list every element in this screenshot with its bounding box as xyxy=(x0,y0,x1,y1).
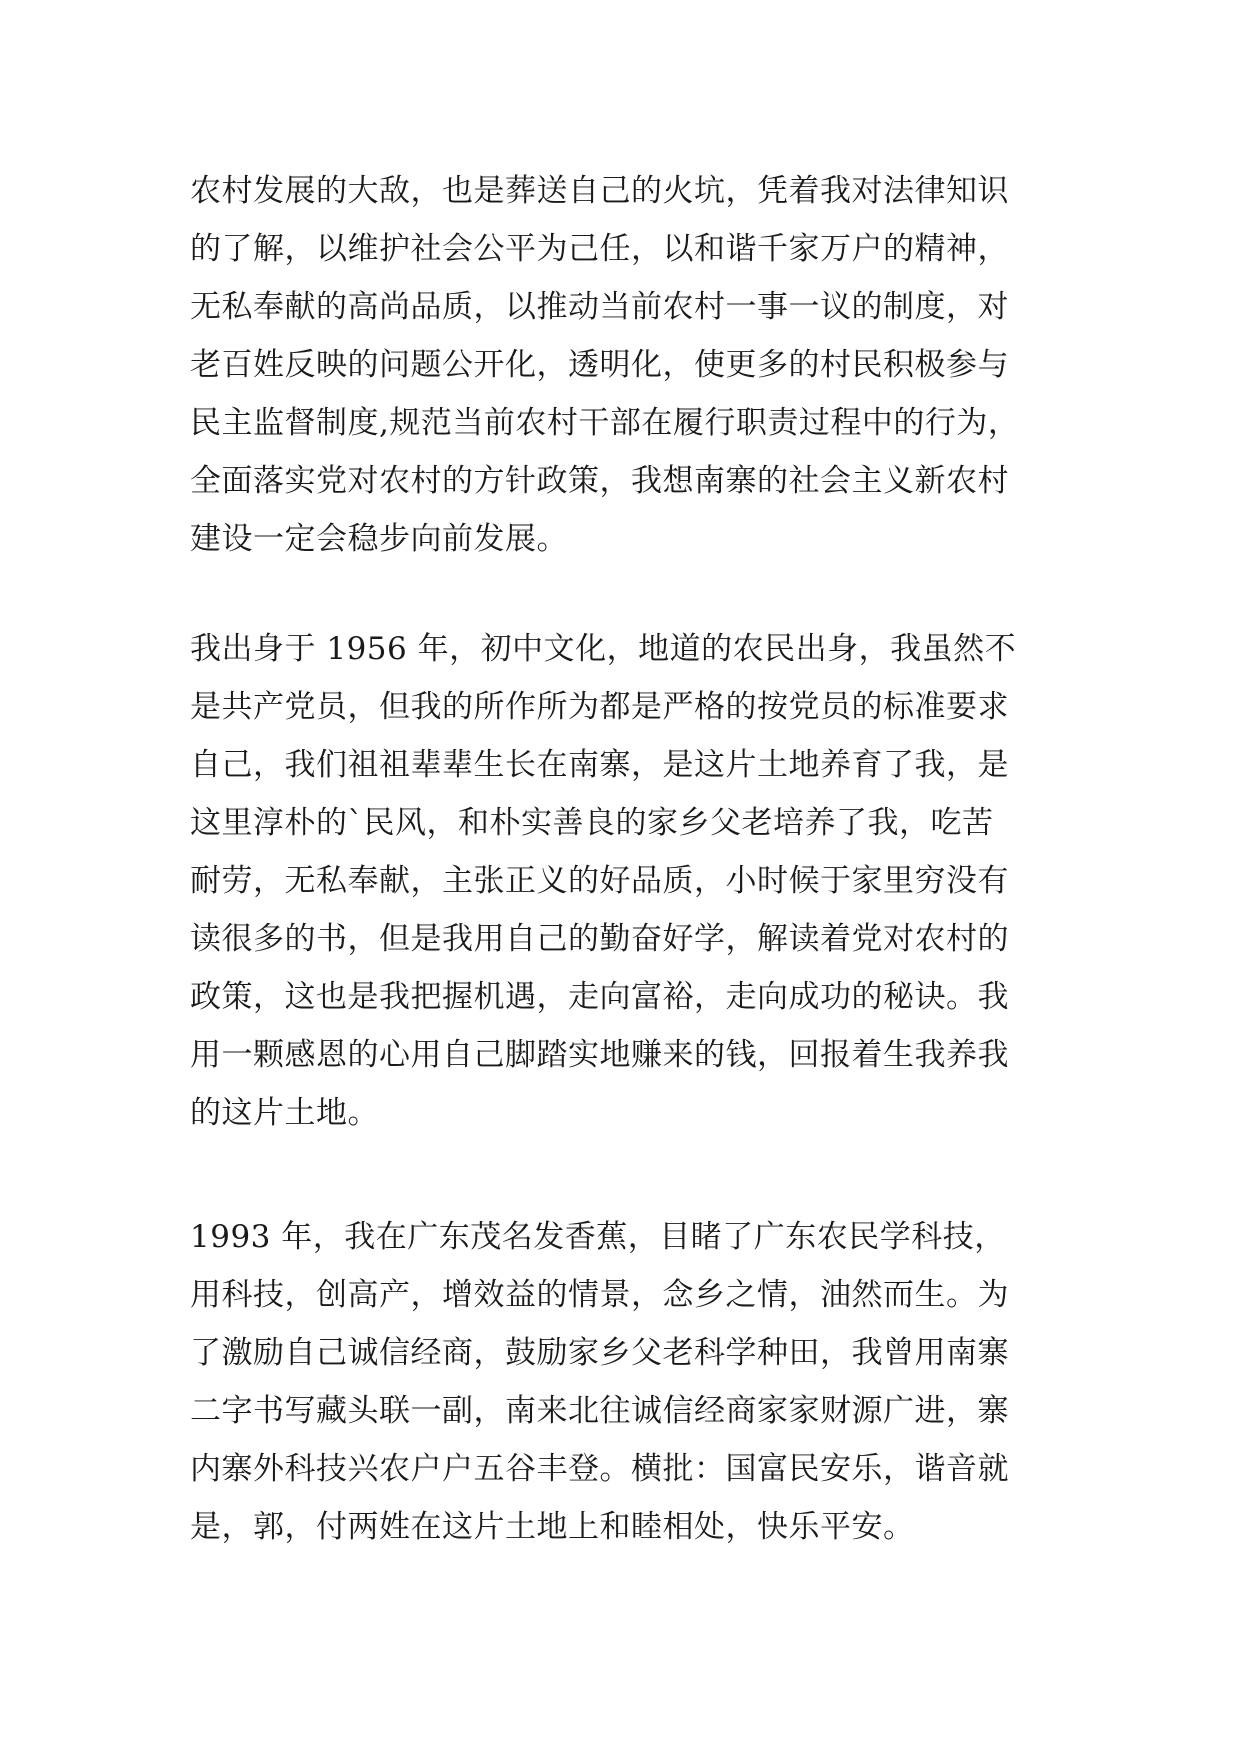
text-line: 二字书写藏头联一副，南来北往诚信经商家家财源广进，寨 xyxy=(190,1393,1009,1429)
text-line: 自己，我们祖祖辈辈生长在南寨，是这片土地养育了我，是 xyxy=(190,747,1009,783)
text-line: 了激励自己诚信经商，鼓励家乡父老科学种田，我曾用南寨 xyxy=(190,1335,1009,1371)
text-line: 读很多的书，但是我用自己的勤奋好学，解读着党对农村的 xyxy=(190,921,1009,957)
text-line: 这里淳朴的`民风，和朴实善良的家乡父老培养了我，吃苦 xyxy=(190,805,994,841)
text-line: 的这片土地。 xyxy=(190,1095,379,1131)
text-line: 无私奉献的高尚品质，以推动当前农村一事一议的制度，对 xyxy=(190,289,1009,325)
text-line: 政策，这也是我把握机遇，走向富裕，走向成功的秘诀。我 xyxy=(190,979,1009,1015)
text-line: 1993 年，我在广东茂名发香蕉，目睹了广东农民学科技， xyxy=(190,1219,1006,1255)
text-line: 建设一定会稳步向前发展。 xyxy=(190,521,568,557)
paragraph-2 xyxy=(190,620,1070,1142)
text-line: 老百姓反映的问题公开化，透明化，使更多的村民积极参与 xyxy=(190,347,1009,383)
text-line: 是，郭，付两姓在这片土地上和睦相处，快乐平安。 xyxy=(190,1509,915,1545)
paragraph-3 xyxy=(190,1208,1070,1556)
text-line: 用科技，创高产，增效益的情景，念乡之情，油然而生。为 xyxy=(190,1277,1009,1313)
text-line: 是共产党员，但我的所作所为都是严格的按党员的标准要求 xyxy=(190,689,1009,725)
paragraph-1 xyxy=(190,162,1070,568)
text-line: 的了解，以维护社会公平为己任，以和谐千家万户的精神， xyxy=(190,231,1009,267)
text-line: 用一颗感恩的心用自己脚踏实地赚来的钱，回报着生我养我 xyxy=(190,1037,1009,1073)
text-line: 全面落实党对农村的方针政策，我想南寨的社会主义新农村 xyxy=(190,463,1009,499)
text-line: 农村发展的大敌，也是葬送自己的火坑，凭着我对法律知识 xyxy=(190,173,1009,209)
text-line: 耐劳，无私奉献，主张正义的好品质，小时候于家里穷没有 xyxy=(190,863,1009,899)
text-line: 我出身于 1956 年，初中文化，地道的农民出身，我虽然不 xyxy=(190,631,1017,667)
text-line: 民主监督制度,规范当前农村干部在履行职责过程中的行为， xyxy=(190,405,1020,441)
text-line: 内寨外科技兴农户户五谷丰登。横批：国富民安乐，谐音就 xyxy=(190,1451,1009,1487)
